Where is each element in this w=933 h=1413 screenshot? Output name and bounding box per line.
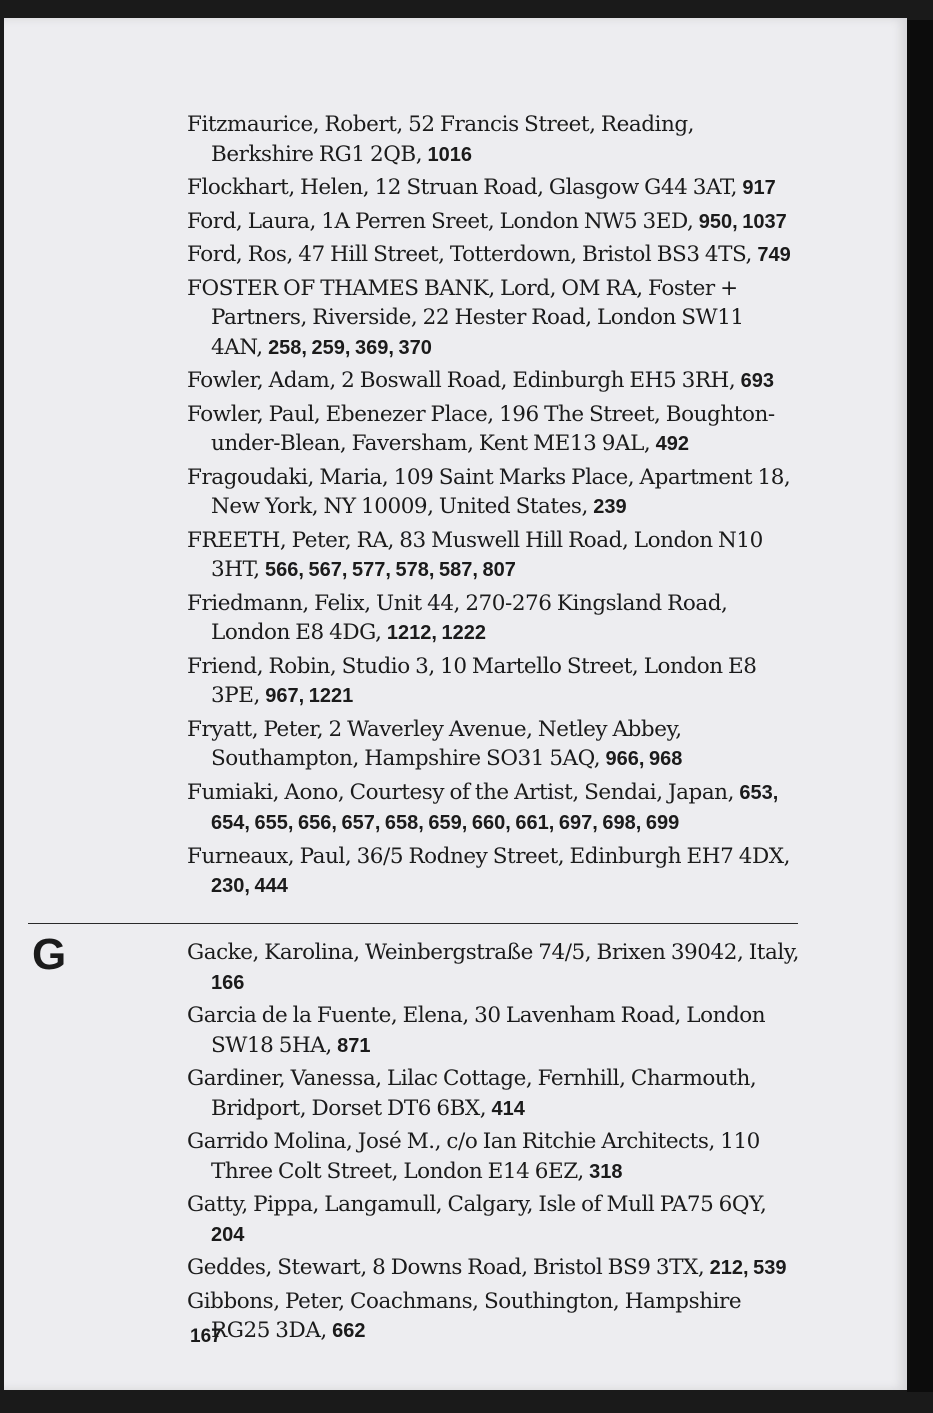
entry-text: Fowler, Adam, 2 Boswall Road, Edinburgh EH5 3RH,: [187, 368, 741, 393]
entry-pages: 950, 1037: [698, 210, 787, 233]
entry-pages: 204: [211, 1223, 245, 1246]
entry-text: Gibbons, Peter, Coachmans, Southington, Hampshire RG25 3DA,: [187, 1288, 742, 1343]
index-entry: [187, 526, 799, 586]
index-entry: [187, 366, 799, 397]
index-entry: [187, 1127, 799, 1187]
entry-text: Furneaux, Paul, 36/5 Rodney Street, Edinburgh EH7 4DX,: [187, 843, 790, 869]
section-divider: [28, 923, 798, 924]
entry-text: Friedmann, Felix, Unit 44, 270-276 Kingsland Road, London E8 4DG,: [187, 590, 728, 645]
entry-text: Ford, Laura, 1A Perren Sreet, London NW5 3ED,: [187, 208, 699, 234]
entry-pages: 258, 259, 369, 370: [268, 336, 432, 359]
entry-pages: 653, 654, 655, 656, 657, 658, 659, 660, 661, 697, 698, 699: [211, 781, 779, 834]
index-entry: [187, 1064, 799, 1124]
entry-pages: 566, 567, 577, 578, 587, 807: [265, 559, 516, 581]
entry-text: Gatty, Pippa, Langamull, Calgary, Isle of Mull PA75 6QY,: [187, 1192, 767, 1217]
index-entry: [187, 274, 799, 364]
entry-text: Gacke, Karolina, Weinbergstraße 74/5, Brixen 39042, Italy,: [187, 940, 799, 965]
book-page: [4, 18, 907, 1390]
entry-text: Fryatt, Peter, 2 Waverley Avenue, Netley Abbey, Southampton, Hampshire SO31 5AQ,: [187, 716, 682, 771]
entry-pages: 318: [589, 1160, 623, 1183]
entry-pages: 871: [337, 1034, 371, 1057]
index-entry: [187, 842, 799, 902]
index-entry: [187, 652, 799, 712]
entry-text: Garcia de la Fuente, Elena, 30 Lavenham Road, London SW18 5HA,: [187, 1003, 766, 1058]
index-entry: [187, 938, 799, 998]
index-entries-f: [187, 110, 799, 905]
page-edge-shadow: [907, 20, 933, 1392]
index-entry: [187, 207, 799, 238]
index-entry: [187, 1253, 799, 1284]
index-entries-g: [187, 938, 799, 1350]
index-entry: [187, 173, 799, 204]
entry-pages: 966, 968: [605, 748, 683, 770]
index-entry: [187, 778, 799, 839]
entry-text: Fragoudaki, Maria, 109 Saint Marks Place, Apartment 18, New York, NY 10009, United States,: [187, 464, 791, 519]
entry-pages: 230, 444: [211, 875, 288, 897]
entry-pages: 212, 539: [709, 1257, 787, 1279]
entry-text: Friend, Robin, Studio 3, 10 Martello Street, London E8 3PE,: [187, 653, 757, 708]
entry-text: Geddes, Stewart, 8 Downs Road, Bristol BS9 3TX,: [187, 1255, 710, 1280]
entry-pages: 414: [491, 1097, 525, 1120]
index-entry: [187, 110, 799, 170]
index-entry: [187, 589, 799, 649]
entry-pages: 693: [740, 370, 774, 392]
entry-pages: 492: [655, 433, 690, 455]
entry-text: Ford, Ros, 47 Hill Street, Totterdown, Bristol BS3 4TS,: [187, 242, 758, 267]
entry-pages: 662: [332, 1320, 366, 1342]
entry-pages: 239: [593, 496, 627, 518]
entry-text: Flockhart, Helen, 12 Struan Road, Glasgow G44 3AT,: [187, 175, 743, 200]
index-entry: [187, 1190, 799, 1250]
index-entry: [187, 715, 799, 775]
entry-text: FOSTER OF THAMES BANK, Lord, OM RA, Foster + Partners, Riverside, 22 Hester Road, London SW11 4AN,: [187, 275, 744, 360]
entry-pages: 749: [757, 244, 791, 266]
entry-text: Garrido Molina, José M., c/o Ian Ritchie Architects, 110 Three Colt Street, London E14 6EZ,: [187, 1129, 760, 1184]
entry-text: FREETH, Peter, RA, 83 Muswell Hill Road, London N10 3HT,: [187, 527, 763, 582]
entry-text: Fowler, Paul, Ebenezer Place, 196 The Street, Boughton-under-Blean, Faversham, Kent ME13 9AL,: [187, 401, 775, 456]
index-entry: [187, 1287, 799, 1347]
index-entry: [187, 1001, 799, 1061]
section-letter: G: [32, 930, 67, 979]
entry-pages: 166: [211, 971, 245, 994]
index-entry: [187, 400, 799, 460]
entry-pages: 917: [742, 177, 776, 199]
index-entry: [187, 463, 799, 523]
entry-pages: 1016: [427, 143, 473, 166]
entry-text: Fumiaki, Aono, Courtesy of the Artist, Sendai, Japan,: [187, 779, 740, 805]
entry-text: Gardiner, Vanessa, Lilac Cottage, Fernhill, Charmouth, Bridport, Dorset DT6 6BX,: [187, 1066, 757, 1121]
entry-text: Fitzmaurice, Robert, 52 Francis Street, Reading, Berkshire RG1 2QB,: [187, 112, 695, 167]
index-entry: [187, 240, 799, 271]
entry-pages: 1212, 1222: [386, 622, 487, 644]
entry-pages: 967, 1221: [265, 685, 354, 707]
page-number: 167: [190, 1326, 222, 1347]
